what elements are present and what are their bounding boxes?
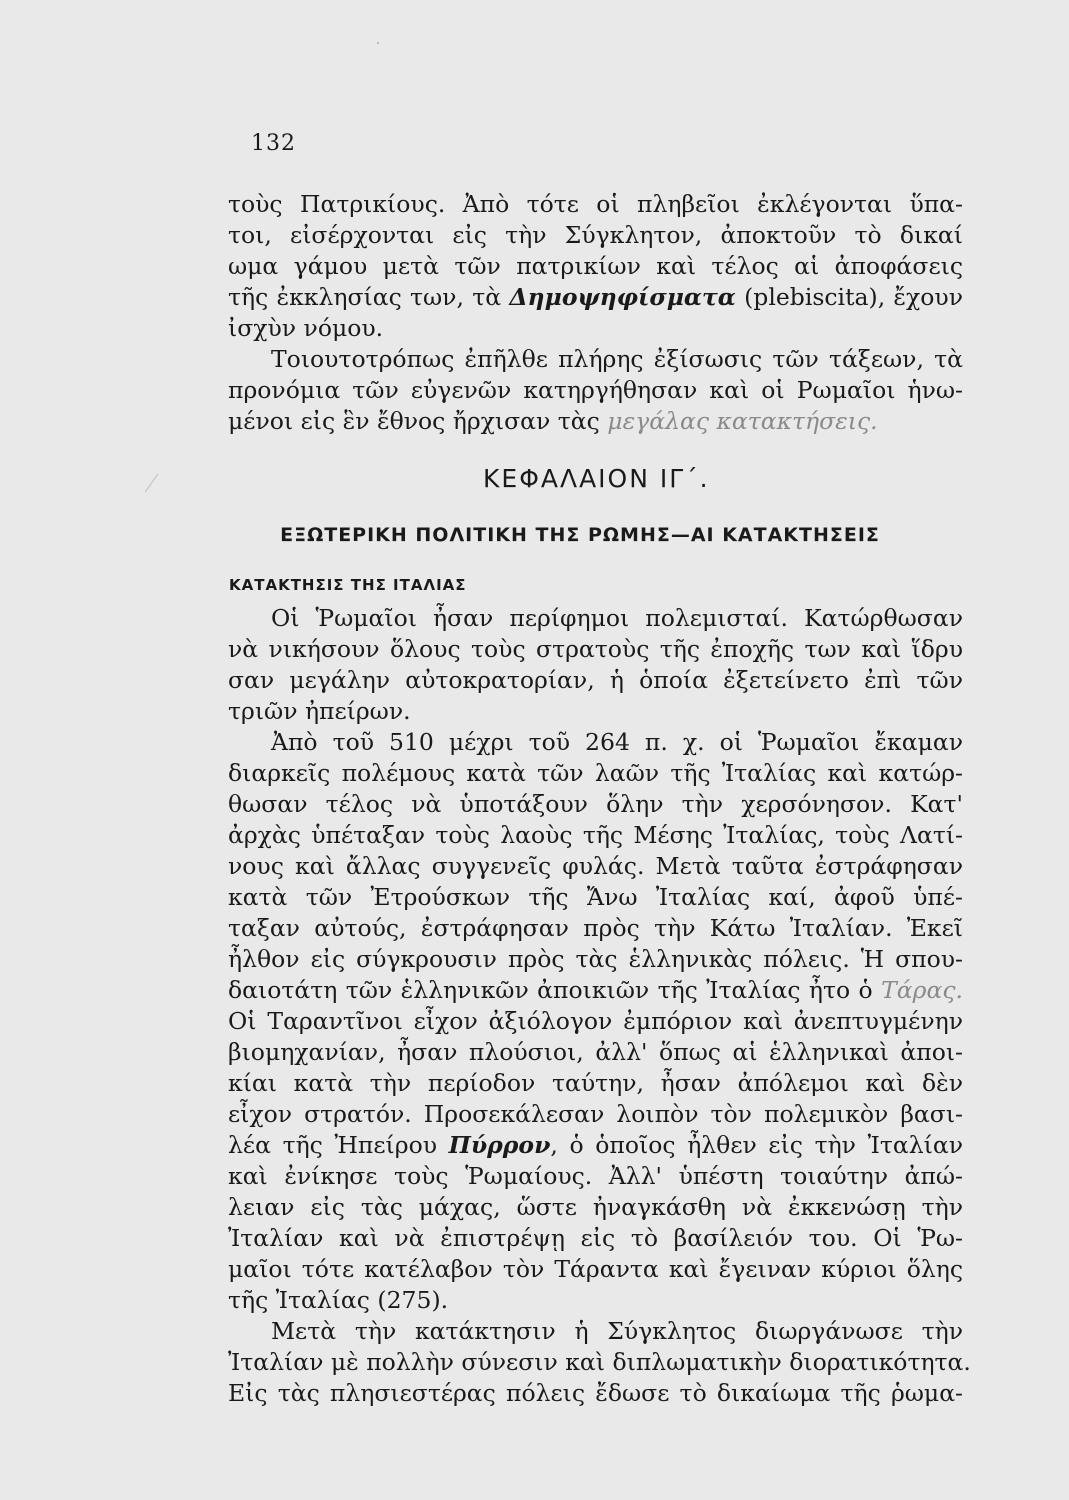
text-line: ἦλθον εἰς σύγκρουσιν πρὸς τὰς ἑλληνικὰς πόλεις. Ἡ σπου-: [228, 945, 963, 973]
section-heading: ΚΑΤΑΚΤΗΣΙΣ ΤΗΣ ΙΤΑΛΙΑΣ: [229, 576, 467, 594]
text-run: μένοι εἰς ἓν ἔθνος ἤρχισαν τὰς: [228, 407, 608, 435]
text-line: Ἰταλίαν καὶ νὰ ἐπιστρέψῃ εἰς τὸ βασίλειόν του. Οἱ Ῥω-: [228, 1224, 963, 1252]
text-line: σαν μεγάλην αὐτοκρατορίαν, ἡ ὁποία ἐξετείνετο ἐπὶ τῶν: [228, 666, 963, 694]
text-line: καὶ ἐνίκησε τοὺς Ῥωμαίους. Ἀλλ' ὑπέστη τοιαύτην ἀπώ-: [228, 1162, 963, 1190]
text-line: τοὺς Πατρικίους. Ἀπὸ τότε οἱ πληβεῖοι ἐκλέγονται ὕπα-: [228, 190, 963, 218]
text-run: λέα τῆς Ἠπείρου: [228, 1131, 449, 1159]
faded-text: μεγάλας κατακτήσεις.: [607, 407, 878, 435]
text-line: κατὰ τῶν Ἐτρούσκων τῆς Ἄνω Ἰταλίας καί, ἀφοῦ ὑπέ-: [228, 883, 963, 911]
text-line: νὰ νικήσουν ὅλους τοὺς στρατοὺς τῆς ἐποχῆς των καὶ ἵδρυ: [228, 635, 963, 663]
text-line: [228, 975, 963, 1006]
paragraph-3: [228, 603, 963, 727]
text-line: τοι, εἰσέρχονται εἰς τὴν Σύγκλητον, ἀποκτοῦν τὸ δικαί: [228, 221, 963, 249]
emphasis-term: Πύρρον: [448, 1131, 551, 1159]
text-line: [228, 406, 963, 437]
text-line: βιομηχανίαν, ἦσαν πλούσιοι, ἀλλ' ὅπως αἱ ἑλληνικαὶ ἀποι-: [228, 1038, 963, 1066]
text-line: Ἰταλίαν μὲ πολλὴν σύνεσιν καὶ διπλωματικὴν διορατικότητα.: [228, 1348, 971, 1376]
scan-mark: [145, 474, 158, 493]
text-line: Εἰς τὰς πλησιεστέρας πόλεις ἔδωσε τὸ δικαίωμα τῆς ῥωμα-: [228, 1379, 963, 1407]
chapter-title: ΚΕΦΑΛΑΙΟΝ ΙΓ΄.: [483, 464, 710, 493]
text-run: δαιοτάτη τῶν ἑλληνικῶν ἀποικιῶν τῆς Ἰταλίας ἦτο ὁ: [228, 976, 882, 1004]
paragraph-5: [228, 1316, 971, 1409]
text-line: εἶχον στρατόν. Προσεκάλεσαν λοιπὸν τὸν πολεμικὸν βασι-: [228, 1100, 963, 1128]
text-line: ταξαν αὐτούς, ἐστράφησαν πρὸς τὴν Κάτω Ἰταλίαν. Ἐκεῖ: [228, 914, 963, 942]
chapter-subtitle: ΕΞΩΤΕΡΙΚΗ ΠΟΛΙΤΙΚΗ ΤΗΣ ΡΩΜΗΣ—ΑΙ ΚΑΤΑΚΤΗΣΕΙΣ: [280, 524, 880, 546]
text-line: Ἀπὸ τοῦ 510 μέχρι τοῦ 264 π. χ. οἱ Ῥωμαῖοι ἔκαμαν: [271, 728, 963, 756]
text-line: Οἱ Ῥωμαῖοι ἦσαν περίφημοι πολεμισταί. Κατώρθωσαν: [271, 604, 963, 632]
page-number: 132: [251, 131, 296, 156]
text-line: ἀρχὰς ὑπέταξαν τοὺς λαοὺς τῆς Μέσης Ἰταλίας, τοὺς Λατί-: [228, 821, 963, 849]
text-run: (plebiscita), ἔχουν: [735, 283, 963, 311]
text-line: [228, 1130, 963, 1161]
text-line: Οἱ Ταραντῖνοι εἶχον ἀξιόλογον ἐμπόριον καὶ ἀνεπτυγμένην: [228, 1007, 963, 1035]
text-line: τριῶν ἠπείρων.: [228, 697, 411, 725]
text-run: τῆς ἐκκλησίας των, τὰ: [228, 283, 510, 311]
text-line: Τοιουτοτρόπως ἐπῆλθε πλήρης ἐξίσωσις τῶν τάξεων, τὰ: [271, 345, 963, 373]
text-line: κίαι κατὰ τὴν περίοδον ταύτην, ἦσαν ἀπόλεμοι καὶ δὲν: [228, 1069, 963, 1097]
paragraph-2: [228, 344, 963, 437]
text-line: Μετὰ τὴν κατάκτησιν ἡ Σύγκλητος διωργάνωσε τὴν: [271, 1317, 963, 1345]
text-line: διαρκεῖς πολέμους κατὰ τῶν λαῶν τῆς Ἰταλίας καὶ κατώρ-: [228, 759, 963, 787]
faded-text: Τάρας.: [881, 976, 963, 1004]
text-line: νους καὶ ἄλλας συγγενεῖς φυλάς. Μετὰ ταῦτα ἐστράφησαν: [228, 852, 963, 880]
text-line: τῆς Ἰταλίας (275).: [228, 1286, 449, 1314]
emphasis-term: Δημοψηφίσματα: [509, 283, 736, 311]
text-line: [228, 282, 963, 313]
text-line: ἰσχὺν νόμου.: [228, 314, 384, 342]
paragraph-4: [228, 727, 963, 1316]
text-run: , ὁ ὁποῖος ἦλθεν εἰς τὴν Ἰταλίαν: [550, 1131, 963, 1159]
text-line: προνόμια τῶν εὐγενῶν κατηργήθησαν καὶ οἱ Ρωμαῖοι ἡνω-: [228, 376, 963, 404]
text-line: λειαν εἰς τὰς μάχας, ὥστε ἠναγκάσθη νὰ ἐκκενώσῃ τὴν: [228, 1193, 963, 1221]
text-line: μαῖοι τότε κατέλαβον τὸν Τάραντα καὶ ἔγειναν κύριοι ὅλης: [228, 1255, 963, 1283]
text-line: θωσαν τέλος νὰ ὑποτάξουν ὅλην τὴν χερσόνησον. Κατ': [228, 790, 963, 818]
text-line: ωμα γάμου μετὰ τῶν πατρικίων καὶ τέλος αἱ ἀποφάσεις: [228, 252, 963, 280]
paragraph-1: [228, 189, 963, 344]
scan-mark: [377, 42, 379, 44]
